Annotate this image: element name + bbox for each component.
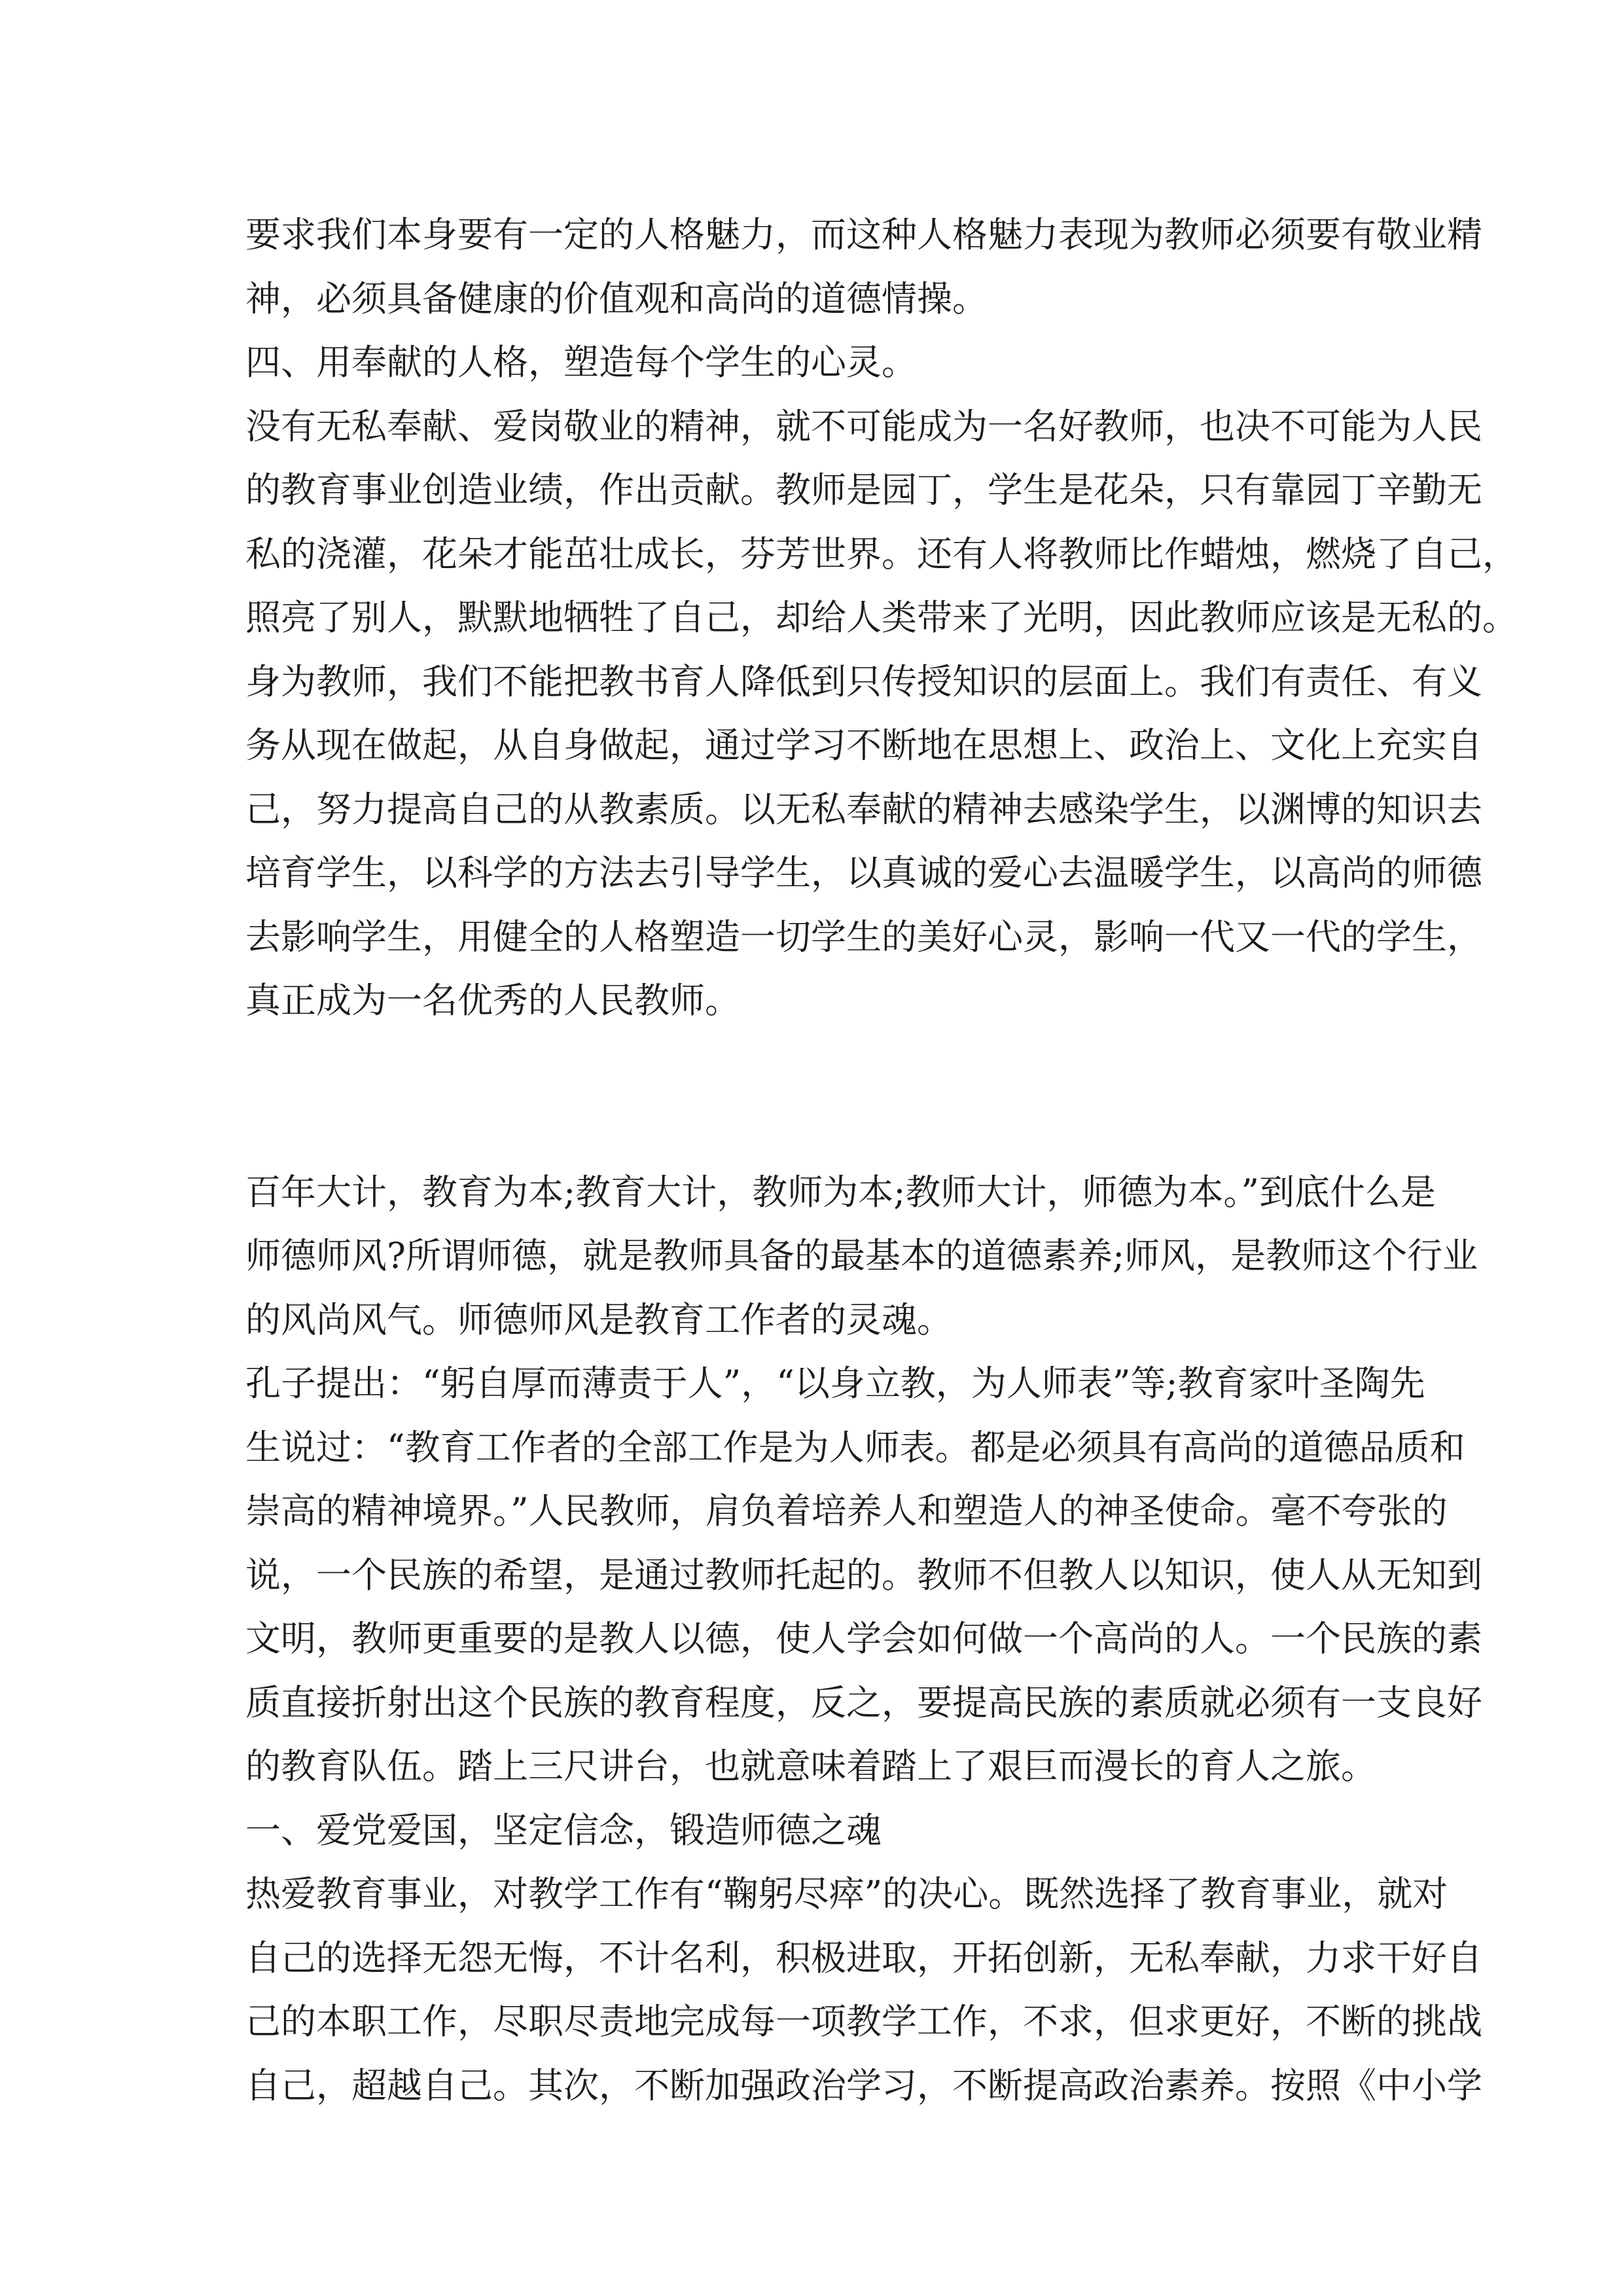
text-line: 务从现在做起，从自身做起，通过学习不断地在思想上、政治上、文化上充实自	[245, 725, 1482, 766]
text-line: 要求我们本身要有一定的人格魅力，而这种人格魅力表现为教师必须要有敬业精	[245, 214, 1482, 255]
text-line: 身为教师，我们不能把教书育人降低到只传授知识的层面上。我们有责任、有义	[245, 660, 1482, 702]
text-line: 己的本职工作，尽职尽责地完成每一项教学工作，不求，但求更好，不断的挑战	[245, 2001, 1482, 2042]
text-line: 崇高的精神境界。”人民教师，肩负着培养人和塑造人的神圣使命。毫不夸张的	[245, 1490, 1448, 1532]
text-line: 真正成为一名优秀的人民教师。	[245, 980, 740, 1021]
document-body	[245, 203, 1518, 2117]
text-line: 的教育事业创造业绩，作出贡献。教师是园丁，学生是花朵，只有靠园丁辛勤无	[245, 469, 1482, 511]
text-line: 自己的选择无怨无悔，不计名利，积极进取，开拓创新，无私奉献，力求干好自	[245, 1937, 1482, 1979]
section-heading: 一、爱党爱国，坚定信念，锻造师德之魂	[245, 1809, 882, 1851]
text-line: 己，努力提高自己的从教素质。以无私奉献的精神去感染学生，以渊博的知识去	[245, 788, 1482, 830]
text-line: 的教育队伍。踏上三尺讲台，也就意味着踏上了艰巨而漫长的育人之旅。	[245, 1746, 1376, 1787]
text-line: 文明，教师更重要的是教人以德，使人学会如何做一个高尚的人。一个民族的素	[245, 1618, 1482, 1659]
text-line: 说，一个民族的希望，是通过教师托起的。教师不但教人以知识，使人从无知到	[245, 1554, 1482, 1596]
text-line: 神，必须具备健康的价值观和高尚的道德情操。	[245, 278, 988, 319]
text-line: 私的浇灌，花朵才能茁壮成长，芬芳世界。还有人将教师比作蜡烛，燃烧了自己，	[245, 533, 1518, 575]
text-line: 照亮了别人，默默地牺牲了自己，却给人类带来了光明，因此教师应该是无私的。	[245, 597, 1518, 638]
paragraph-gap	[245, 1033, 1384, 1160]
text-line: 自己，超越自己。其次，不断加强政治学习，不断提高政治素养。按照《中小学	[245, 2064, 1482, 2106]
text-line: 孔子提出：“躬自厚而薄责于人”，“以身立教，为人师表”等;教育家叶圣陶先	[245, 1363, 1425, 1404]
text-line: 去影响学生，用健全的人格塑造一切学生的美好心灵，影响一代又一代的学生，	[245, 916, 1482, 958]
text-line: 生说过：“教育工作者的全部工作是为人师表。都是必须具有高尚的道德品质和	[245, 1426, 1465, 1468]
text-line: 质直接折射出这个民族的教育程度，反之，要提高民族的素质就必须有一支良好	[245, 1681, 1482, 1723]
text-line: 的风尚风气。师德师风是教育工作者的灵魂。	[245, 1299, 952, 1340]
text-line: 师德师风?所谓师德，就是教师具备的最基本的道德素养;师风，是教师这个行业	[245, 1235, 1478, 1276]
text-line: 培育学生，以科学的方法去引导学生，以真诚的爱心去温暖学生，以高尚的师德	[245, 852, 1482, 893]
text-line: 热爱教育事业，对教学工作有“鞠躬尽瘁”的决心。既然选择了教育事业，就对	[245, 1873, 1448, 1914]
text-line: 百年大计，教育为本;教育大计，教师为本;教师大计，师德为本。”到底什么是	[245, 1171, 1436, 1213]
text-line: 没有无私奉献、爱岗敬业的精神，就不可能成为一名好教师，也决不可能为人民	[245, 405, 1482, 447]
section-heading: 四、用奉献的人格，塑造每个学生的心灵。	[245, 342, 917, 383]
